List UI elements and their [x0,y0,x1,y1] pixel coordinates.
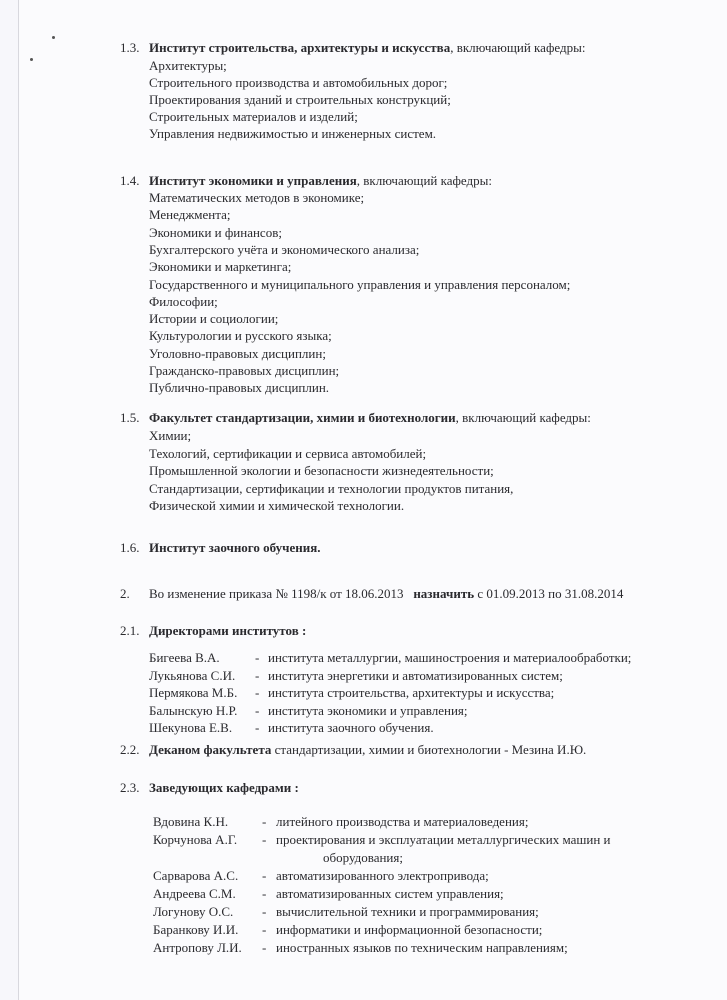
department-item: Строительных материалов и изделий; [149,109,358,124]
department-item: Проектирования зданий и строительных конструкций; [149,92,451,107]
person-name: Балынскую Н.Р. [149,702,238,718]
department-item: Экономики и маркетинга; [149,259,292,275]
dash-separator: - [255,720,260,735]
position-text: института строительства, архитектуры и искусства; [268,685,555,700]
dash-separator: - [262,886,267,901]
person-name: Логунову О.С. [153,904,234,919]
department-item: Уголовно-правовых дисциплин; [149,345,326,361]
department-item: Архитектуры; [149,58,227,73]
dash-separator: - [262,868,267,883]
dash-separator: - [255,667,260,683]
section-title: Институт строительства, архитектуры и искусства [149,40,451,55]
person-name: Корчунова А.Г. [153,832,238,847]
scan-speck [52,36,55,39]
section-title: Факультет стандартизации, химии и биотехнологии [149,410,456,425]
position-text: автоматизированных систем управления; [276,886,504,901]
department-item: Государственного и муниципального управления и управления персоналом; [149,276,571,292]
position-text-continued: оборудования; [323,850,403,865]
dash-separator: - [262,832,267,847]
person-name: Лукьянова С.И. [149,667,236,683]
department-item: Экономики и финансов; [149,224,282,240]
section-suffix: , включающий кафедры: [455,410,591,425]
section-number: 2.1. [120,623,140,638]
position-text: вычислительной техники и программирования; [276,904,539,919]
department-item: Истории и социологии; [149,311,279,327]
section-title: Директорами институтов : [149,623,307,638]
position-text: института металлургии, машиностроения и материалообработки; [268,650,632,665]
section-number: 2.3. [120,780,140,795]
dash-separator: - [255,650,260,665]
person-name: Вдовина К.Н. [153,814,229,829]
position-text: института экономики и управления; [268,702,468,718]
department-item: Промышленной экологии и безопасности жизнедеятельности; [149,463,494,478]
date-range: с 01.09.2013 по 31.08.2014 [474,586,624,601]
position-text: иностранных языков по техническим направлениям; [276,940,568,955]
department-item: Управления недвижимостью и инженерных систем. [149,126,437,141]
person-name: Антропову Л.И. [153,940,242,955]
dash-separator: - [262,814,267,829]
department-item: Философии; [149,293,218,309]
section-number: 1.3. [120,40,140,55]
department-item: Гражданско-правовых дисциплин; [149,363,340,378]
order-reference: Во изменение приказа № 1198/к от 18.06.2013 [149,586,404,601]
person-name: Шекунова Е.В. [149,720,233,735]
position-text: института заочного обучения. [268,720,434,735]
department-item: Бухгалтерского учёта и экономического анализа; [149,241,420,257]
position-text: информатики и информационной безопасности; [276,922,543,937]
dean-label: Деканом факультета [149,742,272,757]
dash-separator: - [255,685,260,700]
department-item: Химии; [149,428,192,443]
section-suffix: , включающий кафедры: [356,173,492,188]
department-item: Стандартизации, сертификации и технологии продуктов питания, [149,480,514,496]
section-number: 1.5. [120,410,140,425]
department-item: Культурологии и русского языка; [149,328,332,344]
person-name: Пермякова М.Б. [149,685,238,700]
section-number: 1.6. [120,540,140,555]
dash-separator: - [262,940,267,955]
position-text: автоматизированного электропривода; [276,868,489,883]
person-name: Сарварова А.С. [153,868,239,883]
assign-word: назначить [413,586,475,601]
position-text: литейного производства и материаловедения; [276,814,529,829]
department-item: Физической химии и химической технологии. [149,498,405,513]
position-text: института энергетики и автоматизированных систем; [268,667,563,683]
department-item: Строительного производства и автомобильных дорог; [149,75,448,90]
department-item: Менеджмента; [149,207,231,223]
person-name: Баранкову И.И. [153,922,239,937]
section-title: Заведующих кафедрами : [149,780,299,795]
dash-separator: - [262,904,267,919]
section-title: Институт экономики и управления [149,173,357,188]
section-suffix: , включающий кафедры: [450,40,586,55]
position-text: проектирования и эксплуатации металлургических машин и [276,832,611,847]
scan-speck [30,58,33,61]
section-title: Институт заочного обучения. [149,540,321,555]
department-item: Техологий, сертификации и сервиса автомобилей; [149,445,427,461]
section-number: 2. [120,586,130,601]
person-name: Бигеева В.А. [149,650,220,665]
department-item: Математических методов в экономике; [149,190,365,205]
dash-separator: - [262,922,267,937]
department-item: Публично-правовых дисциплин. [149,380,330,396]
section-number: 1.4. [120,173,140,188]
dean-text: стандартизации, химии и биотехнологии - Мезина И.Ю. [271,742,587,757]
person-name: Андреева С.М. [153,886,236,901]
section-number: 2.2. [120,742,140,757]
dash-separator: - [255,702,260,718]
